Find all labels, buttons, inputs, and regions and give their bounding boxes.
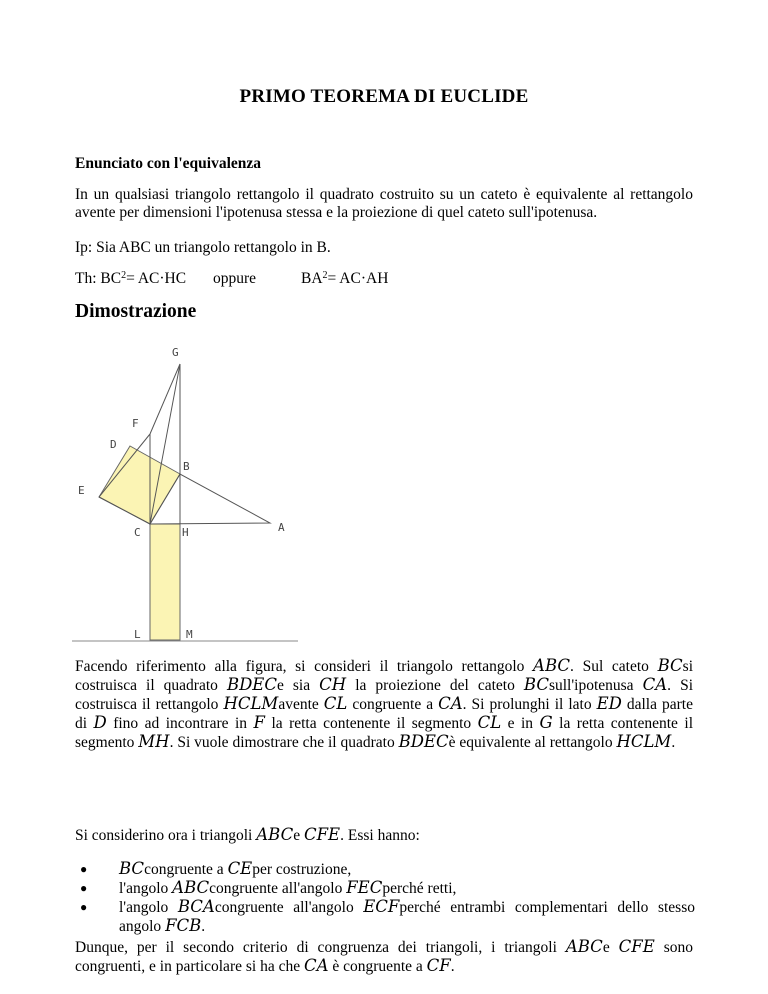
line-fg [150,364,180,434]
label-h: H [182,526,189,539]
label-m: M [186,628,193,641]
proof-paragraph-3: Dunque, per il secondo criterio di congruenza dei triangoli, i triangoli ABCe CFE sono congruenti, e in particolare si ha che CA è congruente a CF. [75,937,693,975]
label-a: A [278,521,285,534]
label-e: E [78,484,85,497]
section-heading-statement: Enunciato con l'equivalenza [75,155,262,172]
line-cg [150,364,180,524]
thesis [75,270,693,288]
thesis-formula-2: $BA^2= AC\cdot AH$ [301,270,389,287]
thesis-or: oppure [213,270,257,287]
label-c: C [134,526,141,539]
section-heading-proof: Dimostrazione [75,301,197,322]
list-item: ● l'angolo BCAcongruente all'angolo ECFperché entrambi complementari dello stesso angolo FCB. [80,897,695,935]
proof-paragraph-2: Si considerino ora i triangoli ABCe CFE. Essi hanno: [75,825,420,844]
bullet-icon: ● [80,881,88,895]
bullet-icon: ● [80,862,88,876]
square-bdec [99,446,180,524]
list-item: ● l'angolo ABCcongruente all'angolo FECperché retti, [80,878,457,897]
euclid-figure [70,338,302,646]
label-g: G [172,346,179,359]
hypothesis: Ip: Sia ABC un triangolo rettangolo in B. [75,239,331,256]
proof-paragraph-1: Facendo riferimento alla figura, si consideri il triangolo rettangolo ABC. Sul cateto BCsi costruisca il quadrato BDECe sia CH la proiezione del cateto BCsull'ipotenusa CA. Si costruisca il rettangolo HCLMavente CL congruente a CA. Si prolunghi il lato ED dalla parte di D fino ad incontrare in F la retta contenente il segmento CL e in G la retta contenente il segmento MH. Si vuole dimostrare che il quadrato BDECè equivalente al rettangolo HCLM. [75,656,693,751]
page-title: PRIMO TEOREMA DI EUCLIDE [239,86,529,107]
rectangle-hclm [150,524,180,640]
bullet-icon: ● [80,900,88,914]
label-f: F [132,417,139,430]
theorem-statement: In un qualsiasi triangolo rettangolo il quadrato costruito su un cateto è equivalente al rettangolo avente per dimensioni l'ipotenusa stessa e la proiezione di quel cateto sull'ipotenusa. [75,186,693,221]
congruence-list [75,860,695,936]
list-item: ● BCcongruente a CEper costruzione, [80,859,352,878]
label-b: B [183,460,190,473]
thesis-formula-1: Th: $BC^2= AC\cdot HC$ [75,270,187,287]
label-d: D [110,438,117,451]
label-l: L [134,628,141,641]
